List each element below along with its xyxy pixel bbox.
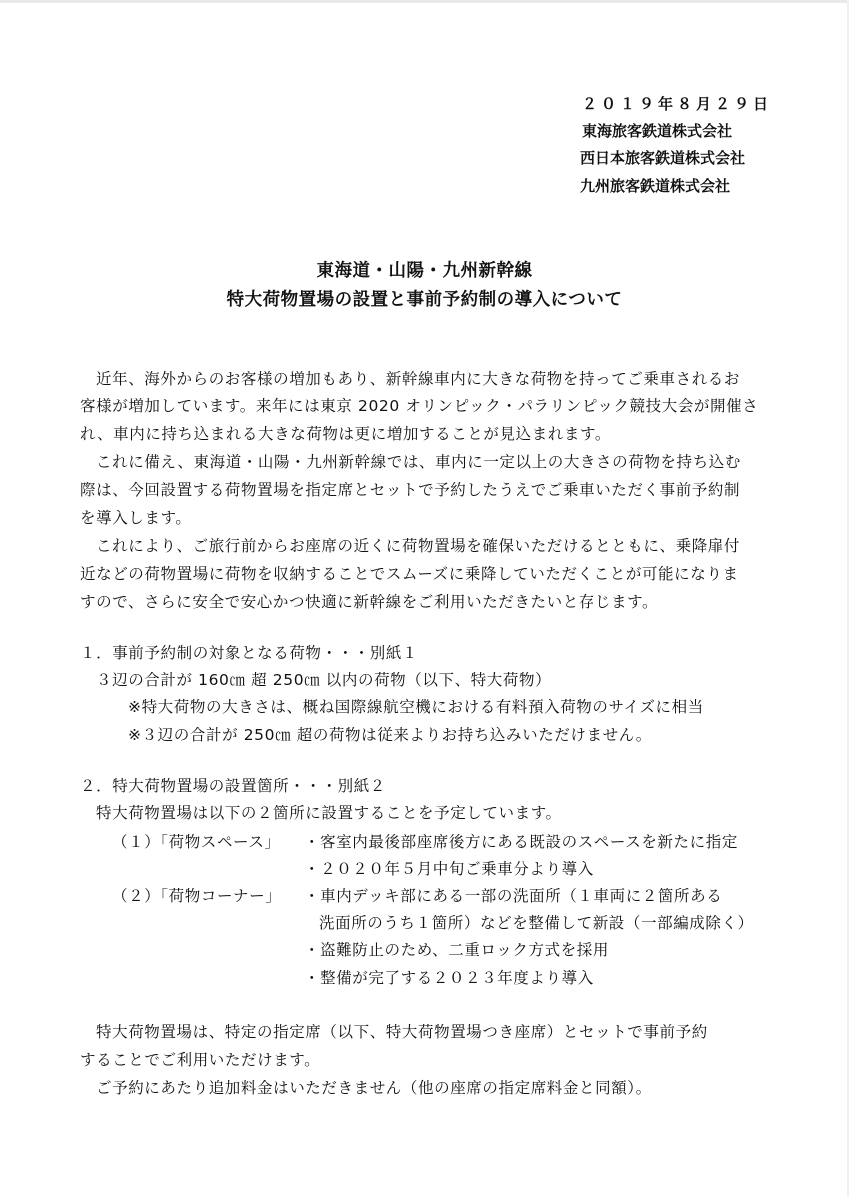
closing-line: ご予約にあたり追加料金はいただきません（他の座席の指定席料金と同額）。: [96, 1079, 652, 1097]
intro-line: 近などの荷物置場に荷物を収納することでスムーズに乗降していただくことが可能になりま: [80, 565, 739, 583]
section2-item1-label: （１）「荷物スペース」: [112, 833, 281, 851]
section1-heading: １．事前予約制の対象となる荷物・・・別紙１: [80, 644, 419, 662]
company-jr-central: 東海旅客鉄道株式会社: [582, 122, 733, 140]
section1-note: ※特大荷物の大きさは、概ね国際線航空機における有料預入荷物のサイズに相当: [128, 698, 704, 716]
section2-item2-line: ・盗難防止のため、二重ロック方式を採用: [304, 941, 609, 959]
intro-line: を導入します。: [80, 509, 192, 527]
intro-line: 際は、今回設置する荷物置場を指定席とセットで予約したうえでご乗車いただく事前予約制: [80, 481, 741, 499]
intro-line: これに備え、東海道・山陽・九州新幹線では、車内に一定以上の大きさの荷物を持ち込む: [96, 453, 741, 471]
document-date: ２０１９年８月２９日: [582, 95, 773, 113]
intro-line: すので、さらに安全で安心かつ快適に新幹線をご利用いただきたいと存じます。: [80, 593, 659, 611]
intro-line: れ、車内に持ち込まれる大きな荷物は更に増加することが見込まれます。: [80, 425, 611, 443]
section2-heading: ２．特大荷物置場の設置箇所・・・別紙２: [80, 777, 386, 795]
intro-line: 客様が増加しています。来年には東京 2020 オリンピック・パラリンピック競技大会が開催さ: [80, 397, 759, 415]
section2-intro: 特大荷物置場は以下の２箇所に設置することを予定しています。: [96, 804, 562, 822]
company-jr-west: 西日本旅客鉄道株式会社: [580, 149, 746, 167]
section2-item2-line: 洗面所のうち１箇所）などを整備して新設（一部編成除く）: [319, 914, 754, 932]
company-jr-kyushu: 九州旅客鉄道株式会社: [580, 177, 731, 195]
section2-item1-line: ・客室内最後部座席後方にある既設のスペースを新たに指定: [304, 833, 738, 851]
document-title-line1: 東海道・山陽・九州新幹線: [316, 261, 533, 281]
section2-item2-line: ・車内デッキ部にある一部の洗面所（１車両に２箇所ある: [304, 887, 723, 905]
section1-line: ３辺の合計が 160㎝ 超 250㎝ 以内の荷物（以下、特大荷物）: [96, 671, 552, 689]
intro-line: これにより、ご旅行前からお座席の近くに荷物置場を確保いただけるとともに、乗降扉付: [96, 537, 741, 555]
section2-item2-line: ・整備が完了する２０２３年度より導入: [304, 969, 594, 987]
section1-note: ※３辺の合計が 250㎝ 超の荷物は従来よりお持ち込みいただけません。: [128, 726, 652, 744]
page-top-edge: [0, 0, 849, 3]
closing-line: することでご利用いただけます。: [80, 1051, 321, 1069]
document-title-line2: 特大荷物置場の設置と事前予約制の導入について: [226, 290, 623, 310]
section2-item1-line: ・２０２０年５月中旬ご乗車分より導入: [304, 860, 594, 878]
intro-line: 近年、海外からのお客様の増加もあり、新幹線車内に大きな荷物を持ってご乗車されるお: [96, 370, 741, 388]
closing-line: 特大荷物置場は、特定の指定席（以下、特大荷物置場つき座席）とセットで事前予約: [96, 1023, 708, 1041]
section2-item2-label: （２）「荷物コーナー」: [112, 887, 282, 905]
